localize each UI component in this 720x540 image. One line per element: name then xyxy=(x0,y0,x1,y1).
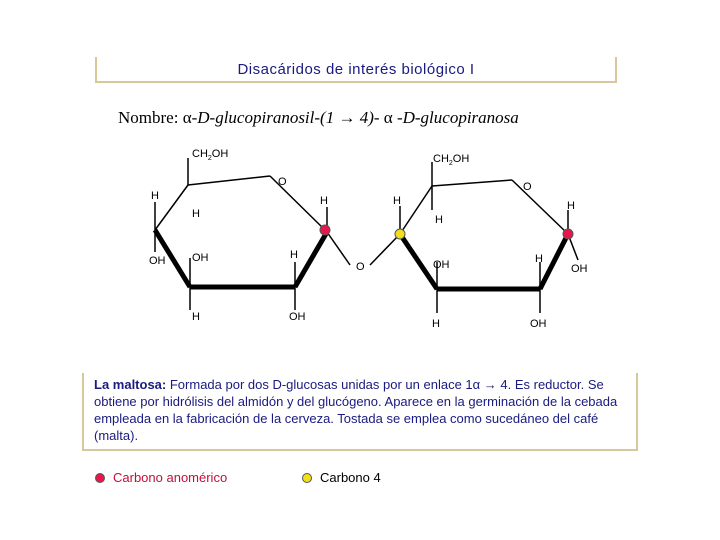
ring1-ch2oh-label: $CH_2OH$ xyxy=(192,148,229,162)
ring1-bond-c5-left xyxy=(155,185,188,230)
ring-2 xyxy=(400,162,578,313)
info-text: Formada por dos D-glucosas unidas por un enlace 1α → 4. Es reductor. Se obtiene por hidrólisis del almidón y del glucógeno. Aparece en la germinación de la cebada empleada en la fabricación de la cerveza. Tostada se emplea como sucedáneo del café (malta). xyxy=(94,377,618,443)
bridge-bond-left xyxy=(327,232,350,265)
ring2-bond-o-c1 xyxy=(512,180,568,234)
carbon-4-dot-icon xyxy=(302,473,312,483)
info-lead: La maltosa: xyxy=(94,377,167,392)
anomeric-dot-icon xyxy=(95,473,105,483)
legend-anomeric xyxy=(95,470,227,485)
legend-carbon-4 xyxy=(302,470,381,485)
ring2-bond-c5-o xyxy=(432,180,512,186)
anomeric-carbon-dot-1 xyxy=(320,225,330,235)
ring1-o-label: O xyxy=(278,176,287,188)
legend-carbon-4-label: Carbono 4 xyxy=(320,470,381,485)
ring1-oh-c2-label: OH xyxy=(289,311,306,323)
ring2-o-label: O xyxy=(523,181,532,193)
bridge-bond-right xyxy=(370,234,400,265)
alpha-symbol-2: α xyxy=(383,108,393,127)
bridge-o-label: O xyxy=(356,261,365,273)
alpha-symbol-1: α xyxy=(182,108,192,127)
name-part-2: -D-glucopiranosa xyxy=(396,108,519,127)
ring2-oh-c1-label: OH xyxy=(571,263,588,275)
ring2-oh-c2-label: OH xyxy=(530,318,547,330)
ring2-h-c2-label: H xyxy=(535,253,543,265)
ring1-oh-c4-label: OH xyxy=(149,255,166,267)
ring2-h-c1-label: H xyxy=(567,200,575,212)
ring1-h-c4-label: H xyxy=(192,208,200,220)
ring1-oh-c3-label: OH xyxy=(192,252,209,264)
ring2-ch2oh-label: $CH_2OH$ xyxy=(433,153,470,167)
info-box xyxy=(82,373,638,451)
name-part-1: -D-glucopiranosil-(1 → 4)- xyxy=(191,108,380,127)
ring2-oh-c3-label: OH xyxy=(433,259,450,271)
legend-anomeric-label: Carbono anomérico xyxy=(113,470,228,485)
ring1-bond-c5-o xyxy=(188,176,270,185)
ring1-h-c2-label: H xyxy=(290,249,298,261)
ring2-bold-left xyxy=(400,234,437,289)
ring1-h-c1-label: H xyxy=(320,195,328,207)
anomeric-carbon-dot-2 xyxy=(563,229,573,239)
ring2-bond-c5-left xyxy=(400,186,432,234)
ring2-h-c3-label: H xyxy=(432,318,440,330)
carbon-4-dot xyxy=(395,229,405,239)
ring2-h-c4-label: H xyxy=(393,195,401,207)
ring1-h-c3-label: H xyxy=(192,311,200,323)
ring1-bold-right xyxy=(295,232,327,287)
ring2-bold-right xyxy=(540,234,568,289)
ring1-h-c5-label: H xyxy=(151,190,159,202)
name-label: Nombre: xyxy=(118,108,179,127)
ring2-h-c5-label: H xyxy=(435,214,443,226)
page-title: Disacáridos de interés biológico I xyxy=(237,61,475,78)
